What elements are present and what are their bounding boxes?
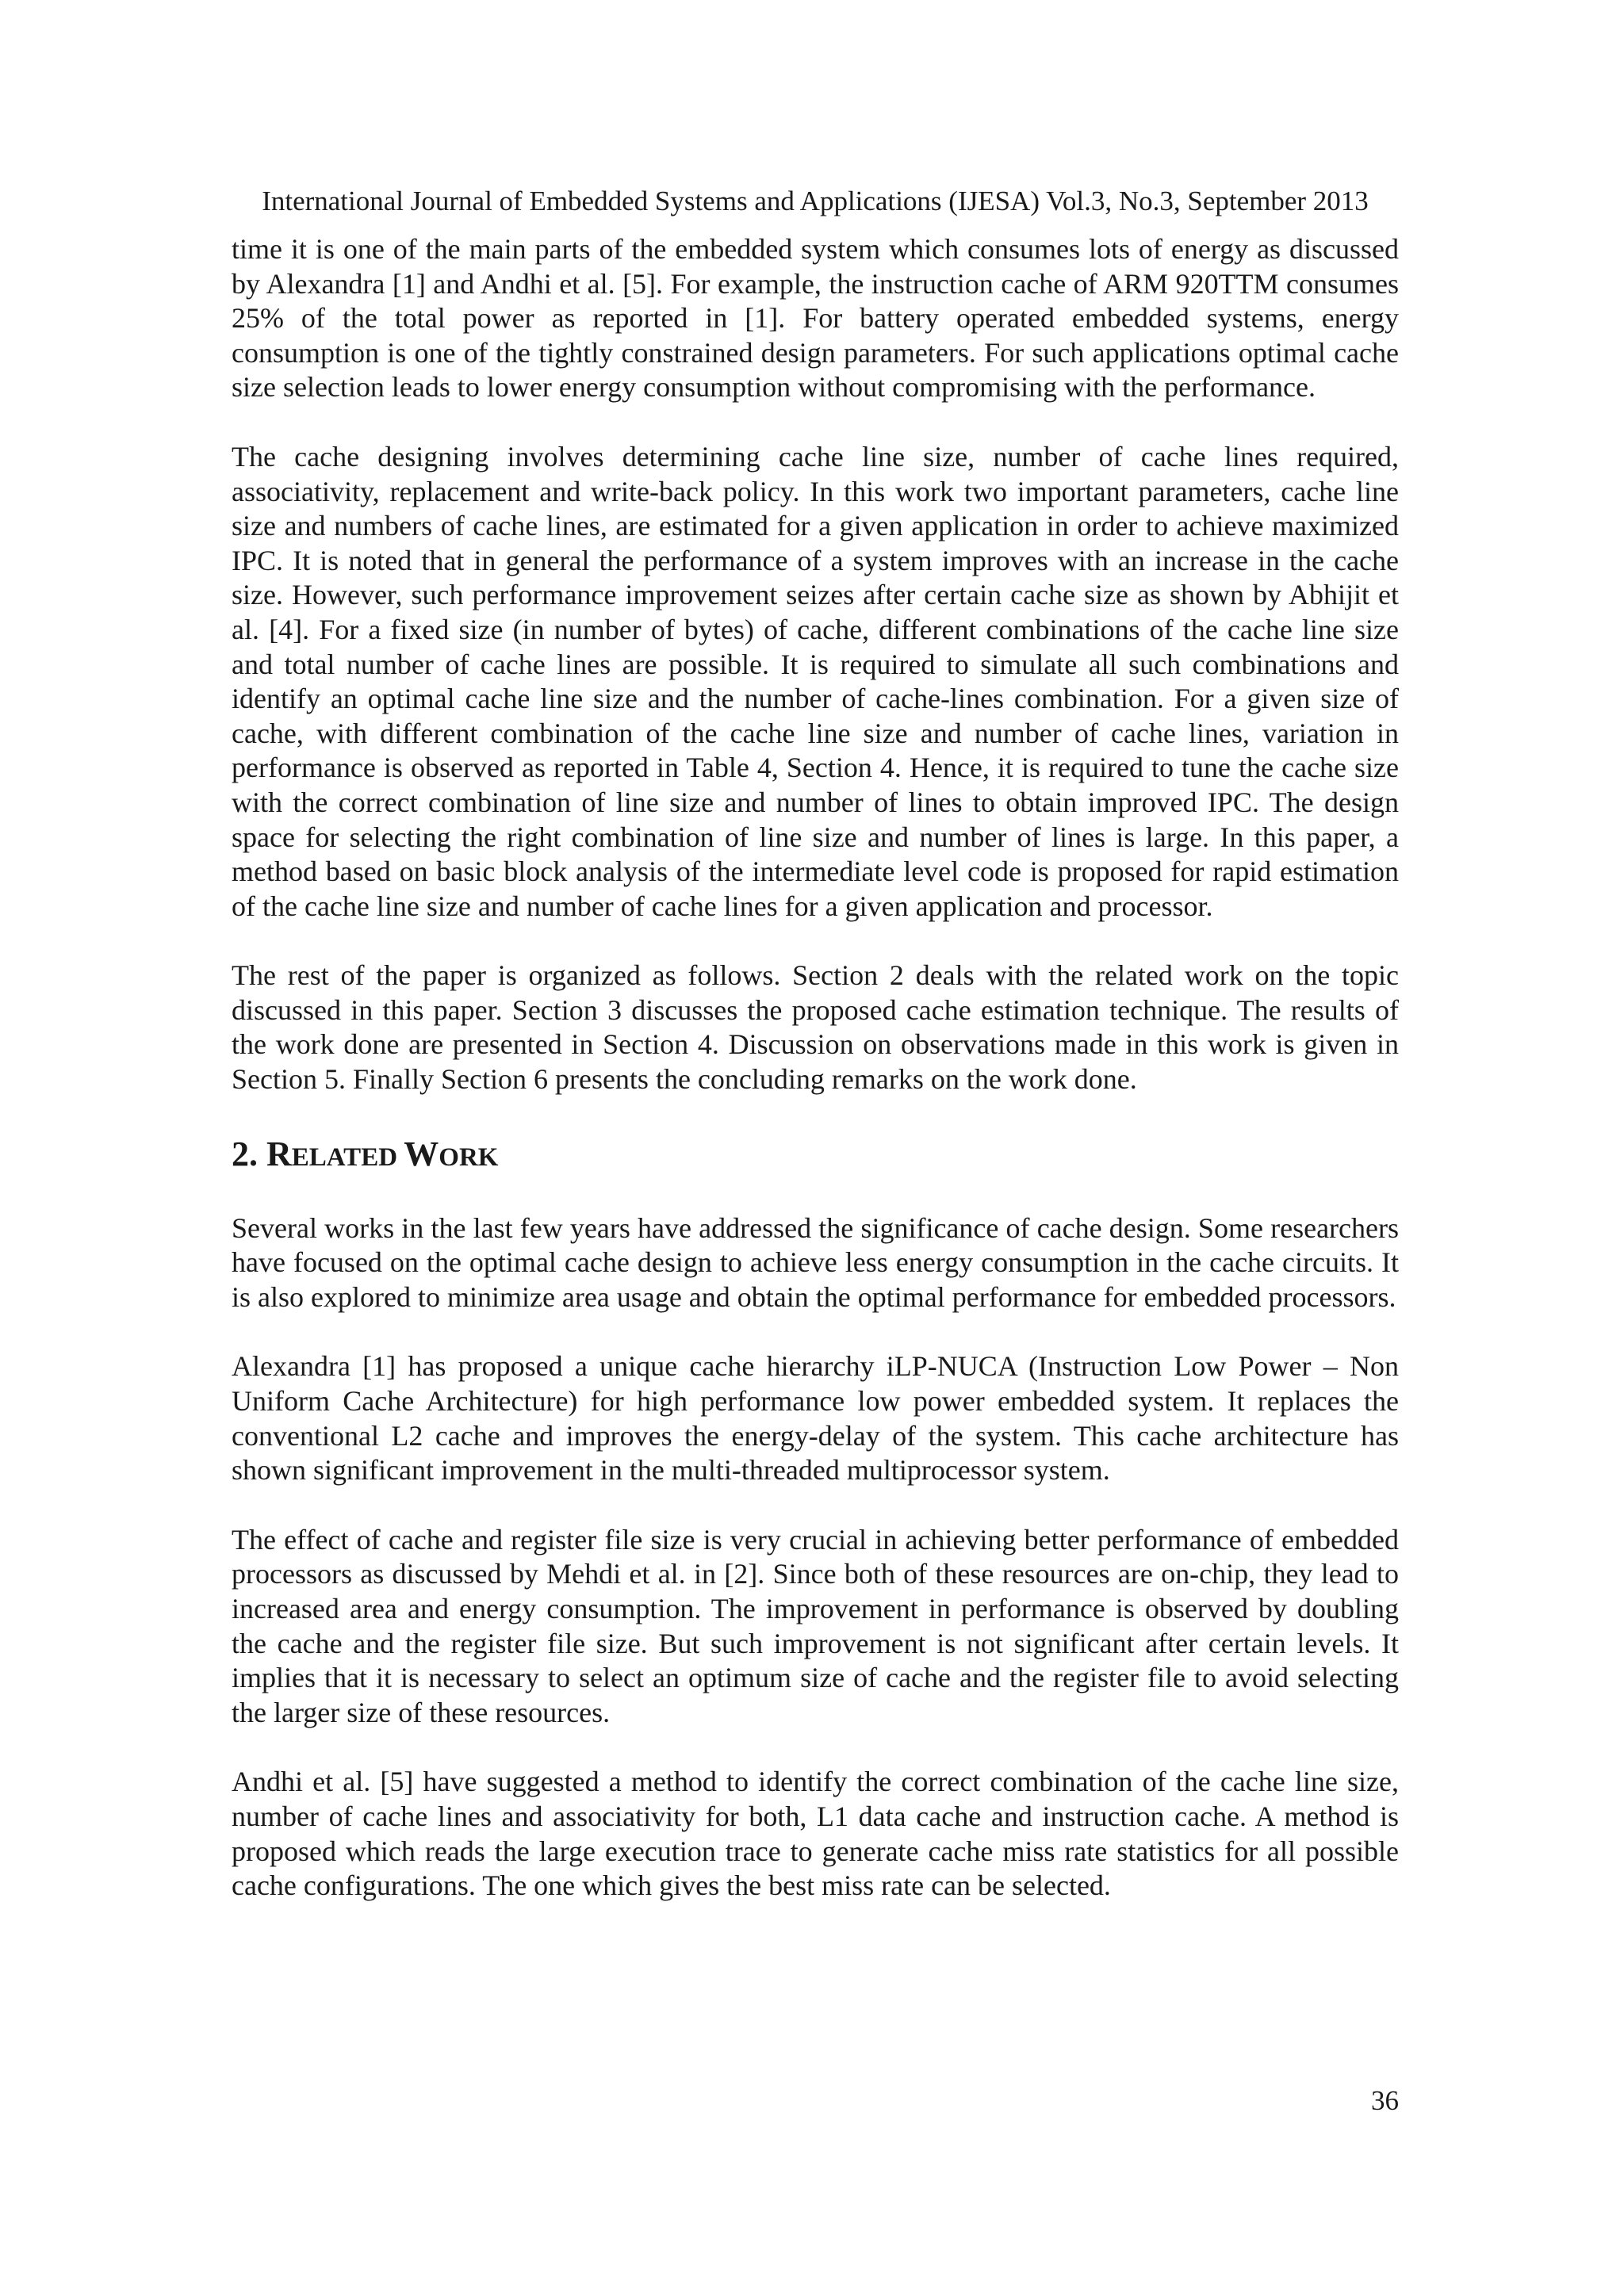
section-number: 2.: [232, 1134, 266, 1173]
section-heading-related-work: [232, 1132, 1399, 1180]
section-title-rest-2: ORK: [439, 1142, 499, 1172]
section-title-rest-1: ELATED: [291, 1142, 404, 1172]
paragraph-intro-continuation: time it is one of the main parts of the embedded system which consumes lots of energy as discussed by Alexandra [1] and Andhi et al. [5]. For example, the instruction cache of ARM 920TTM consumes 25% of the total power as reported in [1]. For battery operated embedded systems, energy consumption is one of the tightly constrained design parameters. For such applications optimal cache size selection leads to lower energy consumption without compromising with the performance.: [232, 233, 1399, 404]
section-title-initial-1: R: [266, 1134, 292, 1173]
running-header: International Journal of Embedded Systems and Applications (IJESA) Vol.3, No.3, September 2013: [262, 186, 1369, 216]
page-number: 36: [1371, 2085, 1399, 2116]
paragraph-related-mehdi: The effect of cache and register file size is very crucial in achieving better performance of embedded processors as discussed by Mehdi et al. in [2]. Since both of these resources are on-chip, they lead to increased area and energy consumption. The improvement in performance is observed by doubling the cache and the register file size. But such improvement is not significant after certain levels. It implies that it is necessary to select an optimum size of cache and the register file to avoid selecting the larger size of these resources.: [232, 1523, 1399, 1728]
body-text: [232, 232, 1399, 1904]
section-title-initial-2: W: [404, 1134, 439, 1173]
paragraph-related-overview: Several works in the last few years have addressed the significance of cache design. Some researchers have focused on the optimal cache design to achieve less energy consumption in the cache circuits. It is also explored to minimize area usage and obtain the optimal performance for embedded processors.: [232, 1211, 1399, 1313]
paragraph-related-alexandra: Alexandra [1] has proposed a unique cache hierarchy iLP-NUCA (Instruction Low Power – Non Uniform Cache Architecture) for high performance low power embedded system. It replaces the conventional L2 cache and improves the energy-delay of the system. This cache architecture has shown significant improvement in the multi-threaded multiprocessor system.: [232, 1350, 1399, 1487]
paragraph-related-andhi: Andhi et al. [5] have suggested a method to identify the correct combination of the cache line size, number of cache lines and associativity for both, L1 data cache and instruction cache. A method is proposed which reads the large execution trace to generate cache miss rate statistics for all possible cache configurations. The one which gives the best miss rate can be selected.: [232, 1766, 1399, 1902]
paragraph-cache-design: The cache designing involves determining cache line size, number of cache lines required, associativity, replacement and write-back policy. In this work two important parameters, cache line size and numbers of cache lines, are estimated for a given application in order to achieve maximized IPC. It is noted that in general the performance of a system improves with an increase in the cache size. However, such performance improvement seizes after certain cache size as shown by Abhijit et al. [4]. For a fixed size (in number of bytes) of cache, different combinations of the cache line size and total number of cache lines are possible. It is required to simulate all such combinations and identify an optimal cache line size and the number of cache-lines combination. For a given size of cache, with different combination of the cache line size and number of cache lines, variation in performance is observed as reported in Table 4, Section 4. Hence, it is required to tune the cache size with the correct combination of line size and number of lines to obtain improved IPC. The design space for selecting the right combination of line size and number of lines is large. In this paper, a method based on basic block analysis of the intermediate level code is proposed for rapid estimation of the cache line size and number of cache lines for a given application and processor.: [232, 440, 1399, 922]
paragraph-paper-organization: The rest of the paper is organized as follows. Section 2 deals with the related work on the topic discussed in this paper. Section 3 discusses the proposed cache estimation technique. The results of the work done are presented in Section 4. Discussion on observations made in this work is given in Section 5. Finally Section 6 presents the concluding remarks on the work done.: [232, 959, 1399, 1096]
